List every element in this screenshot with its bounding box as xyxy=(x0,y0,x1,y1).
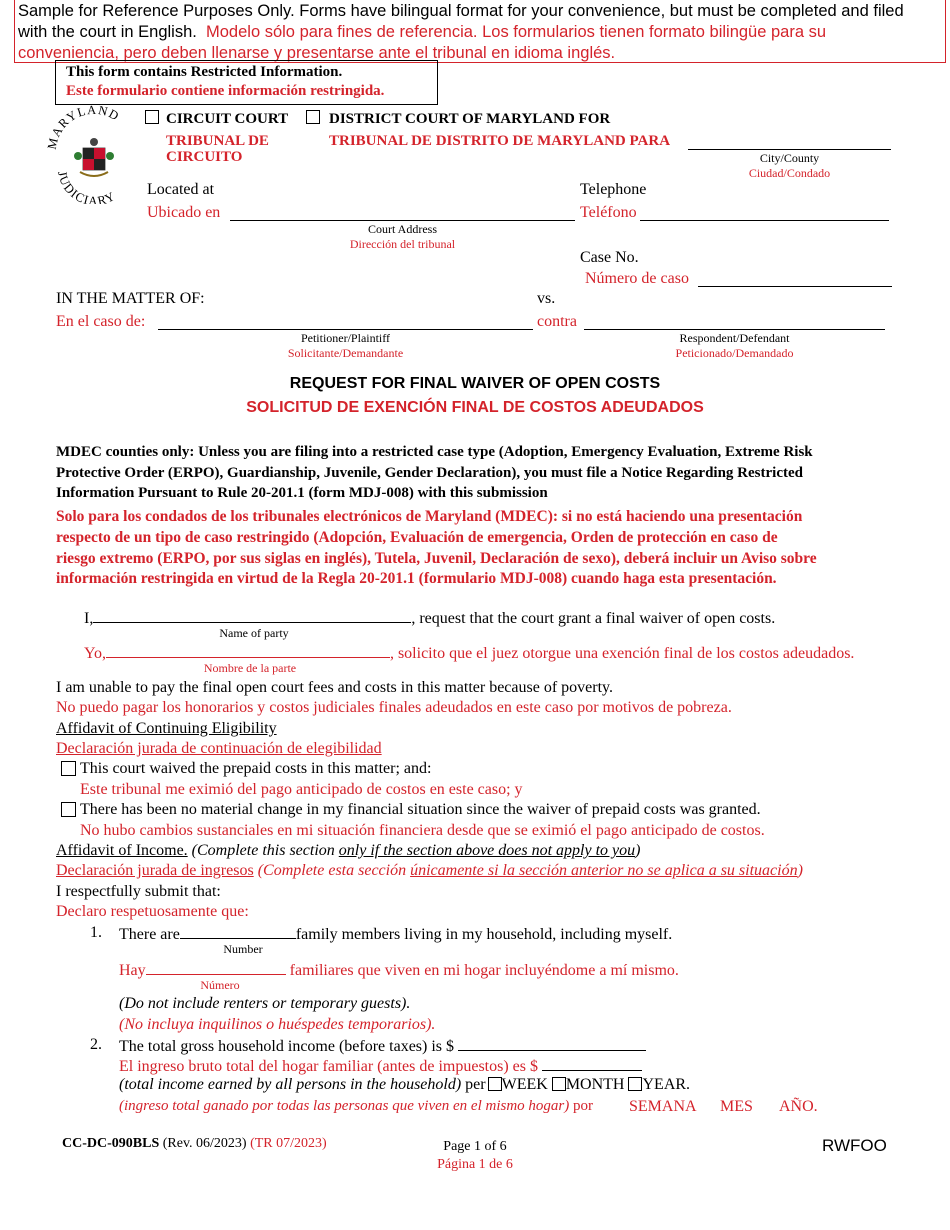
banner-line-2-en: with the court in English. xyxy=(18,23,197,41)
month-checkbox[interactable] xyxy=(552,1077,566,1091)
item-2-number: 2. xyxy=(90,1036,102,1053)
household-b-es: familiares que viven en mi hogar incluyéndome a mí mismo. xyxy=(285,962,679,979)
seal-bottom-text: JUDICIARY xyxy=(55,169,119,204)
telephone-field[interactable] xyxy=(640,202,889,221)
respondent-caption: Respondent/Defendant xyxy=(679,331,790,345)
year-label: YEAR. xyxy=(642,1076,691,1093)
telephone-label: Telephone xyxy=(580,181,647,198)
city-county-field[interactable] xyxy=(688,131,891,150)
household-note-es: (No incluya inquilinos o huéspedes temporarios). xyxy=(119,1016,436,1033)
gross-income-field[interactable] xyxy=(458,1036,646,1051)
household-members-line xyxy=(119,924,672,944)
city-county-caption: City/County xyxy=(759,151,820,165)
form-title: REQUEST FOR FINAL WAIVER OF OPEN COSTS xyxy=(289,375,661,392)
circuit-court-es-line-1: TRIBUNAL DE xyxy=(166,133,269,149)
case-number-field[interactable] xyxy=(698,268,892,287)
coat-of-arms-icon xyxy=(74,138,114,176)
district-court-label-es: TRIBUNAL DE DISTRITO DE MARYLAND PARA xyxy=(329,133,671,149)
gross-income-line xyxy=(119,1036,646,1056)
mdec-es-line-4: información restringida en virtud de la Regla 20-201.1 (formulario MDJ-008) cuando haga esta presentación. xyxy=(56,570,777,588)
household-members-field[interactable] xyxy=(180,924,296,939)
poverty-statement: I am unable to pay the final open court fees and costs in this matter because of poverty. xyxy=(56,679,613,696)
mdec-en-line-3: Information Pursuant to Rule 20-201.1 (form MDJ-008) with this submission xyxy=(56,485,548,501)
restricted-notice-en: This form contains Restricted Information. xyxy=(66,64,343,80)
income-affidavit-heading xyxy=(56,842,640,860)
matter-of-label-es: En el caso de: xyxy=(56,313,146,330)
district-court-checkbox[interactable] xyxy=(306,110,320,124)
restricted-info-box xyxy=(55,60,438,105)
no-change-checkbox[interactable] xyxy=(61,802,76,817)
court-address-caption-es: Dirección del tribunal xyxy=(349,237,456,251)
prepaid-waived-label-es: Este tribunal me eximió del pago anticipado de costos en este caso; y xyxy=(80,781,523,798)
vs-label-es: contra xyxy=(537,313,577,330)
month-label-es: MES xyxy=(720,1098,753,1115)
mdec-notice-en xyxy=(56,442,946,504)
district-court-label: DISTRICT COURT OF MARYLAND FOR xyxy=(329,111,611,127)
continuing-eligibility-heading-es: Declaración jurada de continuación de elegibilidad xyxy=(56,740,382,757)
court-address-field[interactable] xyxy=(230,202,575,221)
continuing-eligibility-heading: Affidavit of Continuing Eligibility xyxy=(56,720,277,737)
telephone-label-es: Teléfono xyxy=(580,204,637,221)
gross-income-field-es[interactable] xyxy=(542,1056,642,1071)
restricted-notice-es: Este formulario contiene información restringida. xyxy=(66,83,385,99)
household-members-field-es[interactable] xyxy=(146,960,286,975)
page-number-es: Página 1 de 6 xyxy=(437,1157,513,1172)
page-number: Page 1 of 6 xyxy=(443,1139,507,1154)
court-address-caption: Court Address xyxy=(368,222,437,236)
household-members-line-es xyxy=(119,960,679,980)
matter-of-label: IN THE MATTER OF: xyxy=(56,290,205,307)
reference-banner xyxy=(14,0,946,63)
income-note-es-3: ) xyxy=(797,862,803,879)
year-checkbox[interactable] xyxy=(628,1077,642,1091)
form-code: RWFOO xyxy=(822,1136,887,1155)
request-i: I, xyxy=(84,610,94,627)
form-number: CC-DC-090BLS xyxy=(62,1136,160,1151)
form-revision: (Rev. 06/2023) xyxy=(162,1136,247,1151)
gross-income-line-es xyxy=(119,1056,642,1076)
party-name-caption: Name of party xyxy=(219,626,289,640)
case-number-label: Case No. xyxy=(580,249,639,266)
income-note-2: only if the section above does not apply to you xyxy=(338,842,636,859)
mdec-en-line-2: Protective Order (ERPO), Guardianship, Juvenile, Gender Declaration), you must file a Notice Regarding Restricted xyxy=(56,464,803,481)
request-line-en xyxy=(84,608,775,628)
respondent-caption-es: Peticionado/Demandado xyxy=(675,346,794,360)
no-change-label: There has been no material change in my financial situation since the waiver of prepaid costs was granted. xyxy=(80,801,761,818)
household-note: (Do not include renters or temporary guests). xyxy=(119,995,411,1012)
request-line-es xyxy=(84,643,854,663)
mdec-es-line-2: respecto de un tipo de caso restringido (Adopción, Evaluación de emergencia, Orden de protección en caso de xyxy=(56,528,778,546)
household-number-caption-es: Número xyxy=(200,978,240,992)
income-period-line xyxy=(119,1076,690,1094)
total-income-note: (total income earned by all persons in the household) xyxy=(119,1076,462,1093)
week-checkbox[interactable] xyxy=(488,1077,502,1091)
vs-label: vs. xyxy=(537,290,556,307)
petitioner-caption: Petitioner/Plaintiff xyxy=(300,331,391,345)
request-tail: , request that the court grant a final waiver of open costs. xyxy=(411,610,776,627)
income-note-3: ) xyxy=(635,842,641,859)
form-title-es: SOLICITUD DE EXENCIÓN FINAL DE COSTOS ADEUDADOS xyxy=(246,399,704,416)
petitioner-caption-es: Solicitante/Demandante xyxy=(287,346,404,360)
mdec-en-line-1: MDEC counties only: Unless you are filing into a restricted case type (Adoption, Emergency Evaluation, Extreme Risk xyxy=(56,444,813,460)
week-label-es: SEMANA xyxy=(629,1098,697,1115)
poverty-statement-es: No puedo pagar los honorarios y costos judiciales finales adeudados en este caso por motivos de pobreza. xyxy=(56,699,732,716)
circuit-court-checkbox[interactable] xyxy=(145,110,159,124)
city-county-caption-es: Ciudad/Condado xyxy=(748,166,831,180)
party-name-field-es[interactable] xyxy=(106,643,390,658)
request-tail-es: , solicito que el juez otorgue una exención final de los costos adeudados. xyxy=(389,645,855,662)
seal-top-text: MARYLAND xyxy=(46,104,123,151)
income-heading-title-es: Declaración jurada de ingresos xyxy=(56,862,254,879)
week-label: WEEK xyxy=(501,1076,548,1093)
household-number-caption: Number xyxy=(223,942,263,956)
circuit-court-es-line-2: CIRCUITO xyxy=(166,149,243,165)
prepaid-waived-label: This court waived the prepaid costs in this matter; and: xyxy=(80,760,432,777)
mdec-notice-es xyxy=(56,507,946,590)
item-1-number: 1. xyxy=(90,924,102,941)
circuit-court-label-es xyxy=(166,133,269,165)
respondent-field[interactable] xyxy=(584,311,885,330)
household-b: family members living in my household, including myself. xyxy=(295,926,673,943)
submit-statement: I respectfully submit that: xyxy=(56,883,221,900)
household-a-es: Hay xyxy=(119,962,146,979)
income-note-1: (Complete this section xyxy=(191,842,339,859)
income-note-es-2: únicamente si la sección anterior no se aplica a su situación xyxy=(410,862,798,879)
income-period-line-es xyxy=(119,1098,593,1115)
request-yo: Yo, xyxy=(84,645,106,662)
party-name-caption-es: Nombre de la parte xyxy=(203,661,297,675)
located-at-label: Located at xyxy=(147,181,215,198)
submit-statement-es: Declaro respetuosamente que: xyxy=(56,903,249,920)
year-label-es: AÑO. xyxy=(779,1098,818,1115)
case-number-label-es: Número de caso xyxy=(585,270,689,287)
maryland-judiciary-seal xyxy=(46,104,140,204)
mdec-es-line-3: riesgo extremo (ERPO, por sus siglas en inglés), Tutela, Juvenil, Declaración de sexo), deberá incluir un Aviso sobre xyxy=(56,549,817,567)
prepaid-waived-checkbox[interactable] xyxy=(61,761,76,776)
no-change-label-es: No hubo cambios sustanciales en mi situación financiera desde que se eximió el pago anticipado de costos. xyxy=(80,822,765,839)
month-label: MONTH xyxy=(565,1076,625,1093)
income-note-es-1: (Complete esta sección xyxy=(257,862,411,879)
located-at-label-es: Ubicado en xyxy=(147,204,221,221)
banner-line-1: Sample for Reference Purposes Only. Forms have bilingual format for your convenience, but must be completed and filed xyxy=(18,2,904,20)
per-label-es: por xyxy=(573,1098,593,1114)
household-a: There are xyxy=(119,926,180,943)
circuit-court-label: CIRCUIT COURT xyxy=(166,111,289,127)
gross-income-label-es: El ingreso bruto total del hogar familiar (antes de impuestos) es $ xyxy=(119,1058,538,1075)
mdec-es-line-1: Solo para los condados de los tribunales electrónicos de Maryland (MDEC): si no está haciendo una presentación xyxy=(56,508,803,525)
income-affidavit-heading-es xyxy=(56,862,803,880)
party-name-field[interactable] xyxy=(93,608,411,623)
gross-income-label: The total gross household income (before taxes) is $ xyxy=(119,1038,455,1055)
banner-line-2-es: Modelo sólo para fines de referencia. Los formularios tienen formato bilingüe para su xyxy=(206,23,827,41)
income-heading-title: Affidavit of Income. xyxy=(56,842,188,859)
total-income-note-es: (ingreso total ganado por todas las personas que viven en el mismo hogar) xyxy=(119,1098,570,1114)
petitioner-field[interactable] xyxy=(158,311,533,330)
banner-line-3-es: conveniencia, pero deben llenarse y presentarse ante el tribunal en idioma inglés. xyxy=(18,44,616,62)
per-label: per xyxy=(465,1076,486,1093)
form-translation-rev: (TR 07/2023) xyxy=(250,1136,327,1151)
